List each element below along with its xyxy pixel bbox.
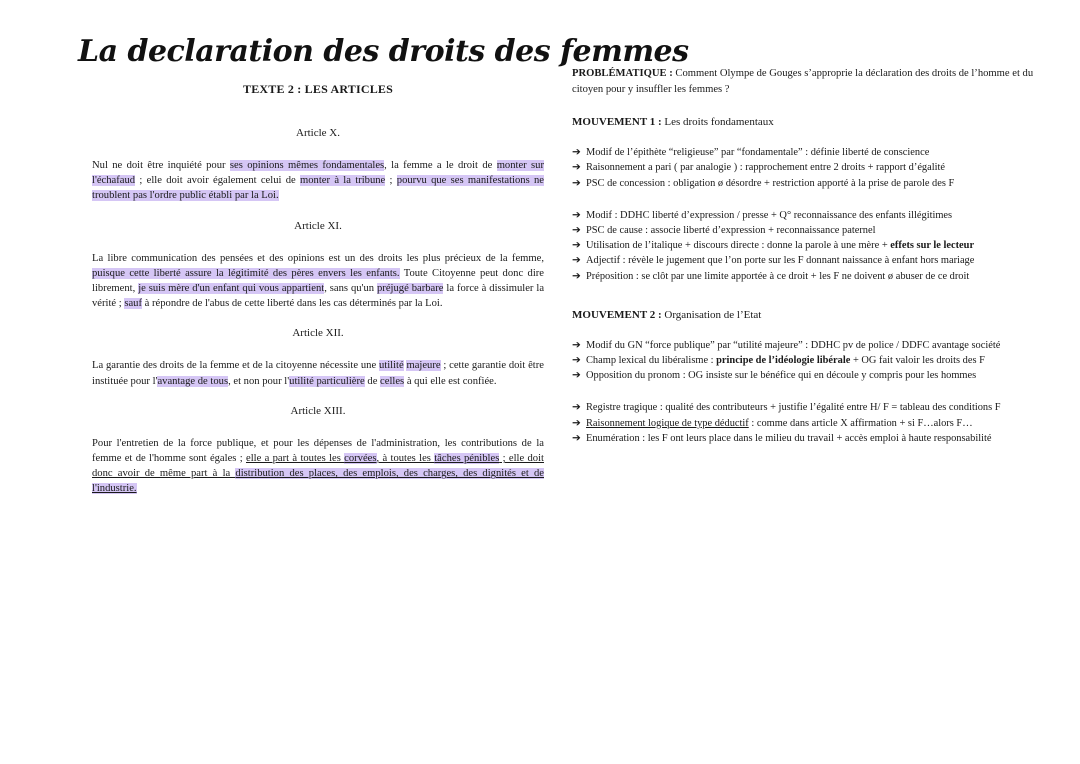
bullet-item <box>572 431 1062 446</box>
article-title: Article XII. <box>292 327 344 340</box>
article-title: Article X. <box>296 127 340 139</box>
highlighted-text: puisque cette liberté assure la légitimité des pères envers les enfants. <box>92 267 400 279</box>
arrow-icon: ➔ <box>572 355 581 367</box>
problematique <box>572 66 1062 97</box>
bullet-text: Opposition du pronom : OG insiste sur le bénéfice qui en découle y compris pour les hommes <box>586 370 977 382</box>
text-segment: Pour l'entretien de la force publique, et pour les dépenses de l'administration, les contributions de la femme et de l'homme sont égales ; <box>92 437 544 465</box>
spacer <box>572 191 1062 208</box>
bullet-text: Raisonnement logique de type déductif <box>586 417 749 429</box>
text-segment: La garantie des droits de la femme et de la citoyenne nécessite une <box>92 360 379 372</box>
bullet-text: : comme dans article X affirmation + si F…alors F… <box>748 417 973 429</box>
article-text <box>92 436 544 497</box>
movement-title: Organisation de l’Etat <box>661 308 762 321</box>
bullet-list <box>572 338 1062 384</box>
arrow-icon: ➔ <box>572 209 581 221</box>
page-title: La declaration des droits des femmes <box>78 34 689 69</box>
movement-heading <box>572 115 1062 130</box>
bullet-text: Raisonnement a pari ( par analogie ) : rapprochement entre 2 droits + rapport d’égalité <box>586 162 946 174</box>
arrow-icon: ➔ <box>572 417 581 429</box>
bullet-text: Modif : DDHC liberté d’expression / presse + Q° reconnaissance des enfants illégitimes <box>586 209 953 221</box>
bullet-item <box>572 223 1062 238</box>
analysis-groups <box>572 97 1062 446</box>
bullet-text: Enumération : les F ont leurs place dans le milieu du travail + accès emploi à haute responsabilité <box>586 432 992 444</box>
arrow-icon: ➔ <box>572 162 581 174</box>
spacer <box>92 341 544 358</box>
articles-column <box>92 125 544 511</box>
text-segment: , à toutes les <box>376 453 435 465</box>
bullet-text: + OG fait valoir les droits des F <box>850 355 985 367</box>
bullet-item <box>572 208 1062 223</box>
arrow-icon: ➔ <box>572 402 581 414</box>
highlighted-text: sauf <box>124 298 143 310</box>
text-subtitle: TEXTE 2 : LES ARTICLES <box>242 82 394 96</box>
highlighted-text: pourvu que ses manifestations ne troublent pas l'ordre public établi par la Loi. <box>92 175 544 202</box>
article-text <box>92 358 544 388</box>
spacer <box>92 419 544 436</box>
analysis-column <box>572 66 1062 446</box>
problematique-label: PROBLÉMATIQUE : <box>572 68 673 79</box>
article-title: Article XIII. <box>290 404 346 417</box>
highlighted-text: celles <box>380 375 405 387</box>
highlighted-text: utilité <box>378 360 404 372</box>
bullet-item <box>572 338 1062 353</box>
bullet-item <box>572 416 1062 431</box>
highlighted-text: majeure <box>406 360 441 372</box>
spacer <box>572 284 1062 308</box>
bullet-text: PSC de cause : associe liberté d’expression + reconnaissance paternel <box>586 225 876 236</box>
spacer <box>572 323 1062 338</box>
movement-label: MOUVEMENT 2 : <box>572 308 662 321</box>
text-segment: ; elle doit avoir également celui de <box>135 175 301 187</box>
text-segment: , et non pour l' <box>228 375 290 387</box>
text-segment: La libre communication des pensées et des opinions est un des droits les plus précieux de la femme, <box>92 252 544 264</box>
spacer <box>92 234 544 251</box>
bullet-item <box>572 269 1062 284</box>
bullet-list <box>572 208 1062 284</box>
arrow-icon: ➔ <box>572 147 581 159</box>
bullet-item <box>572 368 1062 383</box>
spacer <box>92 497 544 511</box>
arrow-icon: ➔ <box>572 370 581 382</box>
movement-heading <box>572 308 1062 323</box>
arrow-icon: ➔ <box>572 177 581 189</box>
article-text <box>92 158 544 204</box>
bullet-text: Champ lexical du libéralisme : <box>586 355 717 367</box>
bullet-text: Adjectif : révèle le jugement que l’on porte sur les F donnant naissance à enfant hors mariage <box>586 255 975 267</box>
text-segment: ; <box>385 175 397 187</box>
text-segment: ; elle doit donc avoir de même part à la <box>92 453 544 480</box>
bullet-text: effets sur le lecteur <box>890 240 975 252</box>
bullet-item <box>572 253 1062 268</box>
arrow-icon: ➔ <box>572 240 581 252</box>
highlighted-text: utilité particulière <box>289 375 365 387</box>
spacer <box>92 389 544 403</box>
highlighted-text: corvées <box>344 453 377 465</box>
highlighted-text: monter sur l'échafaud <box>92 160 544 187</box>
spacer <box>92 141 544 158</box>
article-title: Article XI. <box>294 219 342 232</box>
highlighted-text: tâches pénibles <box>434 453 500 465</box>
arrow-icon: ➔ <box>572 339 581 351</box>
text-segment: elle a part à toutes les <box>246 453 345 465</box>
text-segment: ; cette garantie doit être instituée pour l' <box>92 360 544 387</box>
bullet-text: Registre tragique : qualité des contributeurs + justifie l’égalité entre H/ F = tableau des conditions F <box>586 402 1001 414</box>
arrow-icon: ➔ <box>572 255 581 267</box>
highlighted-text: ses opinions mêmes fondamentales <box>229 160 385 171</box>
spacer <box>572 383 1062 400</box>
arrow-icon: ➔ <box>572 225 581 236</box>
bullet-list <box>572 145 1062 191</box>
movement-title: Les droits fondamentaux <box>661 116 774 129</box>
bullet-item <box>572 160 1062 175</box>
text-segment: Toute Citoyenne peut donc dire librement, <box>92 267 544 295</box>
highlighted-text: je suis mère d'un enfant qui vous appartient <box>138 283 325 295</box>
bullet-text: principe de l’idéologie libérale <box>716 355 851 367</box>
bullet-item <box>572 400 1062 415</box>
spacer <box>92 311 544 325</box>
bullet-text: PSC de concession : obligation ø désordre + restriction apporté à la prise de parole des F <box>586 177 955 189</box>
problematique-text: Comment Olympe de Gouges s’approprie la déclaration des droits de l’homme et du citoyen pour y insuffler les femmes ? <box>572 68 1034 95</box>
bullet-item <box>572 238 1062 253</box>
arrow-icon: ➔ <box>572 270 581 282</box>
spacer <box>572 130 1062 145</box>
text-segment: à répondre de l'abus de cette liberté dans les cas déterminés par la Loi. <box>142 298 443 310</box>
spacer <box>572 97 1062 115</box>
bullet-text: Préposition : se clôt par une limite apportée à ce droit + les F ne doivent ø abuser de ce droit <box>586 270 970 282</box>
article-text <box>92 251 544 312</box>
text-segment: , la femme a le droit de <box>384 160 497 171</box>
bullet-text: Modif du GN “force publique” par “utilité majeure” : DDHC pv de police / DDFC avantage société <box>586 339 1001 351</box>
text-segment: la force à dissimuler la vérité ; <box>92 283 545 310</box>
text-segment: , sans qu'un <box>324 283 377 295</box>
highlighted-text: distribution des places, des emplois, des charges, des dignités et de l'industrie. <box>92 468 544 495</box>
movement-label: MOUVEMENT 1 : <box>572 116 662 129</box>
text-segment: de <box>364 375 381 387</box>
text-segment: Nul ne doit être inquiété pour <box>92 160 230 171</box>
bullet-text: Modif de l’épithète “religieuse” par “fondamentale” : définie liberté de conscience <box>586 147 930 159</box>
spacer <box>92 204 544 218</box>
highlighted-text: avantage de tous <box>157 375 229 387</box>
highlighted-text: monter à la tribune <box>300 175 386 187</box>
bullet-item <box>572 176 1062 191</box>
bullet-text: Utilisation de l’italique + discours directe : donne la parole à une mère + <box>586 240 891 252</box>
arrow-icon: ➔ <box>572 432 581 444</box>
highlighted-text: préjugé barbare <box>377 283 444 295</box>
bullet-item <box>572 145 1062 160</box>
bullet-item <box>572 353 1062 368</box>
bullet-list <box>572 400 1062 446</box>
text-segment: à qui elle est confiée. <box>404 375 497 387</box>
